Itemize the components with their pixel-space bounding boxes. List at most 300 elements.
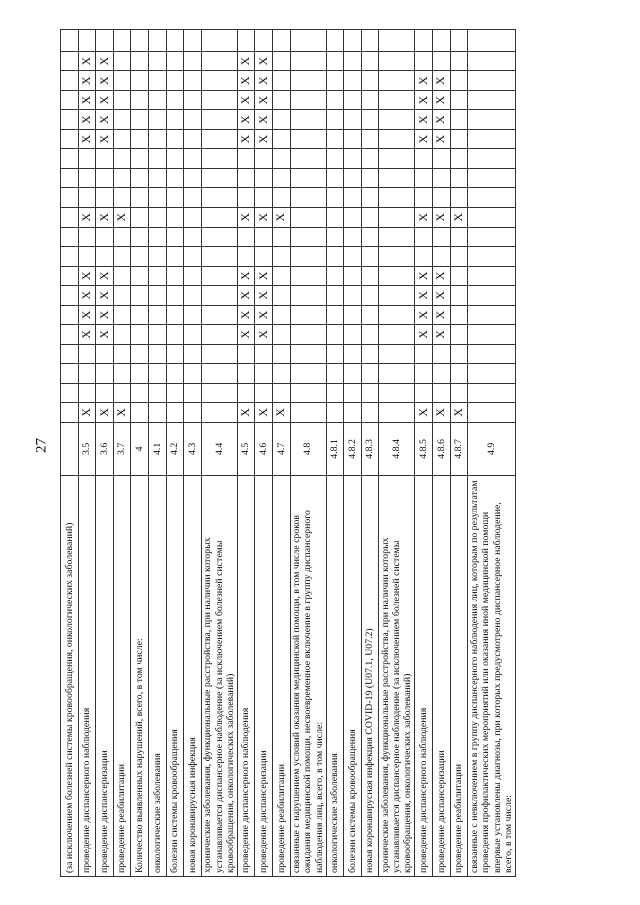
empty-cell <box>201 286 237 306</box>
empty-cell <box>361 71 379 91</box>
empty-cell <box>166 129 184 149</box>
empty-cell <box>290 149 326 169</box>
empty-cell <box>290 247 326 267</box>
table-row <box>148 30 166 877</box>
empty-cell <box>361 266 379 286</box>
empty-cell <box>415 383 433 403</box>
empty-cell <box>468 227 516 247</box>
x-mark-cell: X <box>78 71 96 91</box>
empty-cell <box>450 71 468 91</box>
table-row <box>184 30 202 877</box>
empty-cell <box>255 344 273 364</box>
x-mark-cell: X <box>78 90 96 110</box>
empty-cell <box>415 364 433 384</box>
empty-cell <box>361 129 379 149</box>
empty-cell <box>131 305 149 325</box>
table-row <box>166 30 184 877</box>
page-number: 27 <box>33 438 50 453</box>
empty-cell <box>184 266 202 286</box>
empty-cell <box>379 325 415 345</box>
empty-cell <box>78 30 96 52</box>
empty-cell <box>432 344 450 364</box>
empty-cell <box>450 149 468 169</box>
empty-cell <box>113 364 131 384</box>
table-row <box>344 30 362 877</box>
row-label: хронические заболевания, функциональные расстройства, при наличии которых устанавливается диспансерное наблюдение (за исключением болезней системы кровообращения, онкологических заболеваний) <box>201 476 237 877</box>
empty-cell <box>361 208 379 228</box>
empty-cell <box>290 188 326 208</box>
x-mark-cell: X <box>415 266 433 286</box>
empty-cell <box>432 364 450 384</box>
empty-cell <box>326 188 344 208</box>
empty-cell <box>415 149 433 169</box>
x-mark-cell: X <box>415 286 433 306</box>
empty-cell <box>201 30 237 52</box>
empty-cell <box>379 227 415 247</box>
empty-cell <box>184 149 202 169</box>
empty-cell <box>468 51 516 71</box>
empty-cell <box>237 344 255 364</box>
empty-cell <box>131 227 149 247</box>
row-code: 4.2 <box>166 422 184 475</box>
table-row <box>468 30 516 877</box>
empty-cell <box>237 227 255 247</box>
empty-cell <box>131 364 149 384</box>
empty-cell <box>255 383 273 403</box>
empty-cell <box>468 110 516 130</box>
empty-cell <box>468 364 516 384</box>
empty-cell <box>432 30 450 52</box>
x-mark-cell: X <box>96 286 114 306</box>
empty-cell <box>96 168 114 188</box>
empty-cell <box>379 403 415 423</box>
x-mark-cell: X <box>237 90 255 110</box>
empty-cell <box>468 344 516 364</box>
empty-cell <box>344 403 362 423</box>
row-label: новая коронавирусная инфекция COVID-19 (U07.1, U07.2) <box>361 476 379 877</box>
empty-cell <box>379 247 415 267</box>
empty-cell <box>326 266 344 286</box>
empty-cell <box>326 305 344 325</box>
x-mark-cell: X <box>432 71 450 91</box>
row-code: 4.8.1 <box>326 422 344 475</box>
empty-cell <box>166 208 184 228</box>
empty-cell <box>326 51 344 71</box>
empty-cell <box>450 305 468 325</box>
empty-cell <box>344 364 362 384</box>
empty-cell <box>432 188 450 208</box>
x-mark-cell: X <box>450 208 468 228</box>
x-mark-cell: X <box>415 208 433 228</box>
empty-cell <box>344 168 362 188</box>
x-mark-cell: X <box>96 325 114 345</box>
empty-cell <box>184 325 202 345</box>
table-row <box>432 30 450 877</box>
empty-cell <box>450 247 468 267</box>
empty-cell <box>326 71 344 91</box>
empty-cell <box>432 149 450 169</box>
empty-cell <box>61 247 79 267</box>
empty-cell <box>272 227 290 247</box>
x-mark-cell: X <box>432 129 450 149</box>
empty-cell <box>78 247 96 267</box>
empty-cell <box>61 129 79 149</box>
empty-cell <box>166 266 184 286</box>
empty-cell <box>148 129 166 149</box>
x-mark-cell: X <box>432 208 450 228</box>
empty-cell <box>344 51 362 71</box>
empty-cell <box>361 364 379 384</box>
empty-cell <box>61 364 79 384</box>
empty-cell <box>344 325 362 345</box>
row-code: 3.6 <box>96 422 114 475</box>
empty-cell <box>450 227 468 247</box>
empty-cell <box>450 325 468 345</box>
empty-cell <box>361 344 379 364</box>
row-code: 4.6 <box>255 422 273 475</box>
x-mark-cell: X <box>255 325 273 345</box>
empty-cell <box>184 129 202 149</box>
x-mark-cell: X <box>78 129 96 149</box>
empty-cell <box>78 188 96 208</box>
row-code: 4.8 <box>290 422 326 475</box>
empty-cell <box>272 344 290 364</box>
x-mark-cell: X <box>432 90 450 110</box>
x-mark-cell: X <box>96 90 114 110</box>
row-label: (за исключением болезней системы кровообращения, онкологических заболеваний) <box>61 476 79 877</box>
x-mark-cell: X <box>78 403 96 423</box>
empty-cell <box>61 403 79 423</box>
empty-cell <box>237 364 255 384</box>
table-row <box>255 30 273 877</box>
empty-cell <box>255 247 273 267</box>
table-row <box>61 30 79 877</box>
x-mark-cell: X <box>96 305 114 325</box>
empty-cell <box>166 149 184 169</box>
x-mark-cell: X <box>237 403 255 423</box>
empty-cell <box>415 247 433 267</box>
empty-cell <box>166 188 184 208</box>
x-mark-cell: X <box>237 110 255 130</box>
empty-cell <box>450 168 468 188</box>
empty-cell <box>201 344 237 364</box>
x-mark-cell: X <box>237 325 255 345</box>
row-code: 4.7 <box>272 422 290 475</box>
table-row <box>379 30 415 877</box>
empty-cell <box>326 227 344 247</box>
empty-cell <box>450 364 468 384</box>
empty-cell <box>113 305 131 325</box>
empty-cell <box>290 344 326 364</box>
empty-cell <box>201 208 237 228</box>
row-code: 4.8.7 <box>450 422 468 475</box>
empty-cell <box>131 266 149 286</box>
empty-cell <box>272 364 290 384</box>
empty-cell <box>201 403 237 423</box>
empty-cell <box>379 208 415 228</box>
empty-cell <box>344 227 362 247</box>
empty-cell <box>379 188 415 208</box>
empty-cell <box>379 51 415 71</box>
row-label: болезни системы кровообращения <box>344 476 362 877</box>
x-mark-cell: X <box>237 51 255 71</box>
empty-cell <box>78 364 96 384</box>
table-row <box>290 30 326 877</box>
empty-cell <box>201 110 237 130</box>
empty-cell <box>61 286 79 306</box>
empty-cell <box>131 90 149 110</box>
empty-cell <box>184 51 202 71</box>
empty-cell <box>432 383 450 403</box>
empty-cell <box>379 71 415 91</box>
x-mark-cell: X <box>432 325 450 345</box>
empty-cell <box>468 149 516 169</box>
empty-cell <box>290 30 326 52</box>
row-code: 4.8.2 <box>344 422 362 475</box>
empty-cell <box>290 364 326 384</box>
empty-cell <box>326 168 344 188</box>
row-label: проведение диспансеризации <box>432 476 450 877</box>
empty-cell <box>166 168 184 188</box>
row-label: проведение диспансерного наблюдения <box>78 476 96 877</box>
empty-cell <box>61 305 79 325</box>
empty-cell <box>113 168 131 188</box>
empty-cell <box>201 90 237 110</box>
empty-cell <box>78 168 96 188</box>
empty-cell <box>450 30 468 52</box>
empty-cell <box>290 266 326 286</box>
empty-cell <box>415 344 433 364</box>
x-mark-cell: X <box>96 266 114 286</box>
empty-cell <box>272 110 290 130</box>
empty-cell <box>326 247 344 267</box>
empty-cell <box>113 149 131 169</box>
x-mark-cell: X <box>113 403 131 423</box>
empty-cell <box>344 286 362 306</box>
empty-cell <box>61 208 79 228</box>
empty-cell <box>415 227 433 247</box>
empty-cell <box>148 51 166 71</box>
empty-cell <box>450 286 468 306</box>
empty-cell <box>113 90 131 110</box>
empty-cell <box>148 325 166 345</box>
empty-cell <box>78 227 96 247</box>
row-code: 4.8.3 <box>361 422 379 475</box>
empty-cell <box>148 286 166 306</box>
x-mark-cell: X <box>432 266 450 286</box>
empty-cell <box>290 208 326 228</box>
empty-cell <box>184 208 202 228</box>
empty-cell <box>361 325 379 345</box>
empty-cell <box>290 227 326 247</box>
table-row <box>361 30 379 877</box>
empty-cell <box>166 305 184 325</box>
empty-cell <box>184 364 202 384</box>
empty-cell <box>61 30 79 52</box>
empty-cell <box>148 188 166 208</box>
empty-cell <box>96 30 114 52</box>
empty-cell <box>379 110 415 130</box>
empty-cell <box>255 227 273 247</box>
empty-cell <box>237 247 255 267</box>
table-row <box>415 30 433 877</box>
empty-cell <box>96 188 114 208</box>
empty-cell <box>113 30 131 52</box>
empty-cell <box>113 266 131 286</box>
x-mark-cell: X <box>432 403 450 423</box>
empty-cell <box>201 149 237 169</box>
empty-cell <box>113 51 131 71</box>
empty-cell <box>148 110 166 130</box>
empty-cell <box>131 110 149 130</box>
empty-cell <box>255 168 273 188</box>
empty-cell <box>272 286 290 306</box>
row-label: онкологические заболевания <box>326 476 344 877</box>
empty-cell <box>131 208 149 228</box>
empty-cell <box>361 188 379 208</box>
empty-cell <box>344 383 362 403</box>
table-row <box>96 30 114 877</box>
empty-cell <box>131 286 149 306</box>
empty-cell <box>131 247 149 267</box>
x-mark-cell: X <box>255 266 273 286</box>
x-mark-cell: X <box>237 129 255 149</box>
table-row <box>237 30 255 877</box>
empty-cell <box>272 149 290 169</box>
empty-cell <box>344 188 362 208</box>
empty-cell <box>344 30 362 52</box>
empty-cell <box>96 149 114 169</box>
empty-cell <box>237 168 255 188</box>
empty-cell <box>326 129 344 149</box>
empty-cell <box>148 208 166 228</box>
table-row <box>78 30 96 877</box>
empty-cell <box>344 110 362 130</box>
empty-cell <box>184 188 202 208</box>
empty-cell <box>61 227 79 247</box>
x-mark-cell: X <box>78 266 96 286</box>
empty-cell <box>61 51 79 71</box>
x-mark-cell: X <box>272 403 290 423</box>
row-code: 4.1 <box>148 422 166 475</box>
empty-cell <box>113 383 131 403</box>
row-label: проведение реабилитации <box>450 476 468 877</box>
row-label: болезни системы кровообращения <box>166 476 184 877</box>
empty-cell <box>415 168 433 188</box>
row-label: проведение диспансерного наблюдения <box>415 476 433 877</box>
empty-cell <box>272 90 290 110</box>
empty-cell <box>184 286 202 306</box>
x-mark-cell: X <box>237 71 255 91</box>
row-label: проведение реабилитации <box>272 476 290 877</box>
row-label: связанные с невключением в группу диспансерного наблюдения лиц, которым по результатам проведения профилактических мероприятий или оказания иной медицинской помощи впервые установлены диагнозы, при которых предусмотрено диспансерное наблюдение, всего, в том числе: <box>468 476 516 877</box>
empty-cell <box>201 247 237 267</box>
empty-cell <box>379 305 415 325</box>
x-mark-cell: X <box>255 208 273 228</box>
empty-cell <box>450 383 468 403</box>
empty-cell <box>131 51 149 71</box>
empty-cell <box>450 344 468 364</box>
empty-cell <box>361 383 379 403</box>
report-table <box>60 29 516 877</box>
empty-cell <box>166 325 184 345</box>
empty-cell <box>290 168 326 188</box>
empty-cell <box>344 266 362 286</box>
empty-cell <box>272 30 290 52</box>
empty-cell <box>61 344 79 364</box>
empty-cell <box>255 30 273 52</box>
empty-cell <box>148 364 166 384</box>
empty-cell <box>290 110 326 130</box>
empty-cell <box>201 364 237 384</box>
empty-cell <box>326 325 344 345</box>
empty-cell <box>131 168 149 188</box>
row-label: связанные с нарушением условий оказания медицинской помощи, в том числе сроков ожидания медицинской помощи, несвоевременное включение в группу диспансерного наблюдения лиц, всего, в том числе: <box>290 476 326 877</box>
x-mark-cell: X <box>96 129 114 149</box>
empty-cell <box>131 71 149 91</box>
empty-cell <box>166 403 184 423</box>
row-code: 4.8.6 <box>432 422 450 475</box>
empty-cell <box>184 344 202 364</box>
row-code <box>61 422 79 475</box>
x-mark-cell: X <box>415 110 433 130</box>
empty-cell <box>450 129 468 149</box>
row-code: 4.3 <box>184 422 202 475</box>
empty-cell <box>166 90 184 110</box>
row-label: проведение диспансерного наблюдения <box>237 476 255 877</box>
empty-cell <box>201 129 237 149</box>
empty-cell <box>432 227 450 247</box>
empty-cell <box>113 344 131 364</box>
empty-cell <box>468 90 516 110</box>
x-mark-cell: X <box>237 266 255 286</box>
empty-cell <box>166 30 184 52</box>
empty-cell <box>201 188 237 208</box>
empty-cell <box>468 168 516 188</box>
empty-cell <box>326 208 344 228</box>
empty-cell <box>361 168 379 188</box>
empty-cell <box>201 325 237 345</box>
row-label: Количество выявленных нарушений, всего, в том числе: <box>131 476 149 877</box>
empty-cell <box>148 247 166 267</box>
empty-cell <box>468 71 516 91</box>
empty-cell <box>201 383 237 403</box>
empty-cell <box>96 247 114 267</box>
row-code: 3.5 <box>78 422 96 475</box>
x-mark-cell: X <box>78 286 96 306</box>
empty-cell <box>326 364 344 384</box>
empty-cell <box>131 325 149 345</box>
empty-cell <box>450 90 468 110</box>
empty-cell <box>432 51 450 71</box>
x-mark-cell: X <box>78 110 96 130</box>
row-label: проведение диспансеризации <box>96 476 114 877</box>
empty-cell <box>361 227 379 247</box>
empty-cell <box>113 110 131 130</box>
empty-cell <box>184 90 202 110</box>
empty-cell <box>184 110 202 130</box>
empty-cell <box>290 305 326 325</box>
empty-cell <box>379 129 415 149</box>
empty-cell <box>468 208 516 228</box>
empty-cell <box>290 383 326 403</box>
x-mark-cell: X <box>415 325 433 345</box>
empty-cell <box>148 383 166 403</box>
row-code: 4.9 <box>468 422 516 475</box>
x-mark-cell: X <box>96 51 114 71</box>
empty-cell <box>201 71 237 91</box>
empty-cell <box>361 403 379 423</box>
